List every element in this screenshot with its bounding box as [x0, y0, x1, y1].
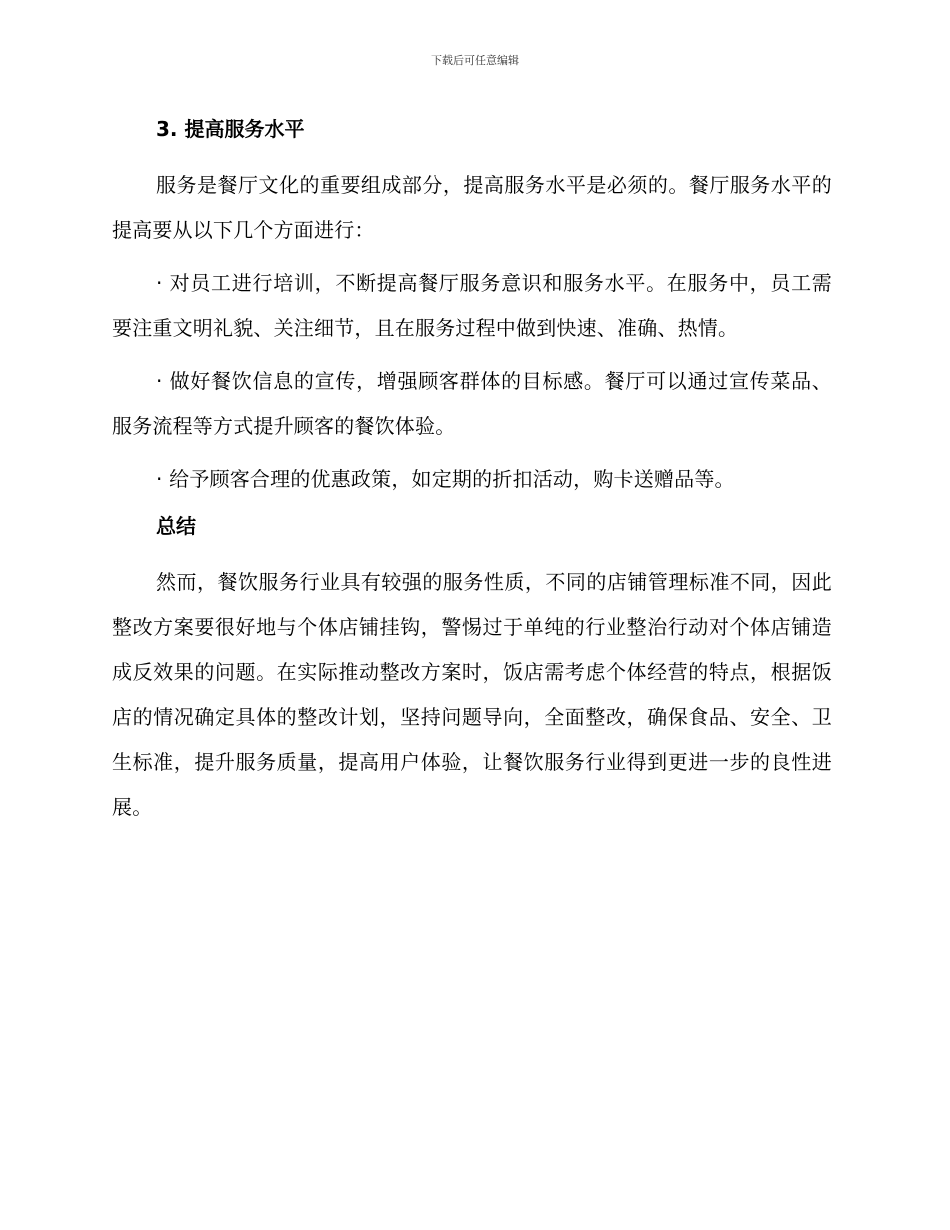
- bullet-item-staff-training: · 对员工进行培训，不断提高餐厅服务意识和服务水平。在服务中，员工需要注重文明礼貌、关注细节，且在服务过程中做到快速、准确、热情。: [112, 271, 832, 340]
- section-intro-paragraph: 服务是餐厅文化的重要组成部分，提高服务水平是必须的。餐厅服务水平的提高要从以下几个方面进行：: [112, 173, 832, 242]
- document-body: [112, 113, 832, 830]
- summary-paragraph: 然而，餐饮服务行业具有较强的服务性质，不同的店铺管理标准不同，因此整改方案要很好地与个体店铺挂钩，警惕过于单纯的行业整治行动对个体店铺造成反效果的问题。在实际推动整改方案时，饭店需考虑个体经营的特点，根据饭店的情况确定具体的整改计划，坚持问题导向，全面整改，确保食品、安全、卫生标准，提升服务质量，提高用户体验，让餐饮服务行业得到更进一步的良性进展。: [112, 570, 832, 819]
- section-heading-improve-service: 3. 提高服务水平: [156, 117, 305, 141]
- bullet-item-promotion: · 做好餐饮信息的宣传，增强顾客群体的目标感。餐厅可以通过宣传菜品、服务流程等方式提升顾客的餐饮体验。: [112, 369, 832, 438]
- page-header: 下载后可任意编辑: [431, 54, 519, 67]
- summary-heading: 总结: [156, 514, 196, 538]
- bullet-item-discount-policy: · 给予顾客合理的优惠政策，如定期的折扣活动，购卡送赠品等。: [156, 467, 735, 491]
